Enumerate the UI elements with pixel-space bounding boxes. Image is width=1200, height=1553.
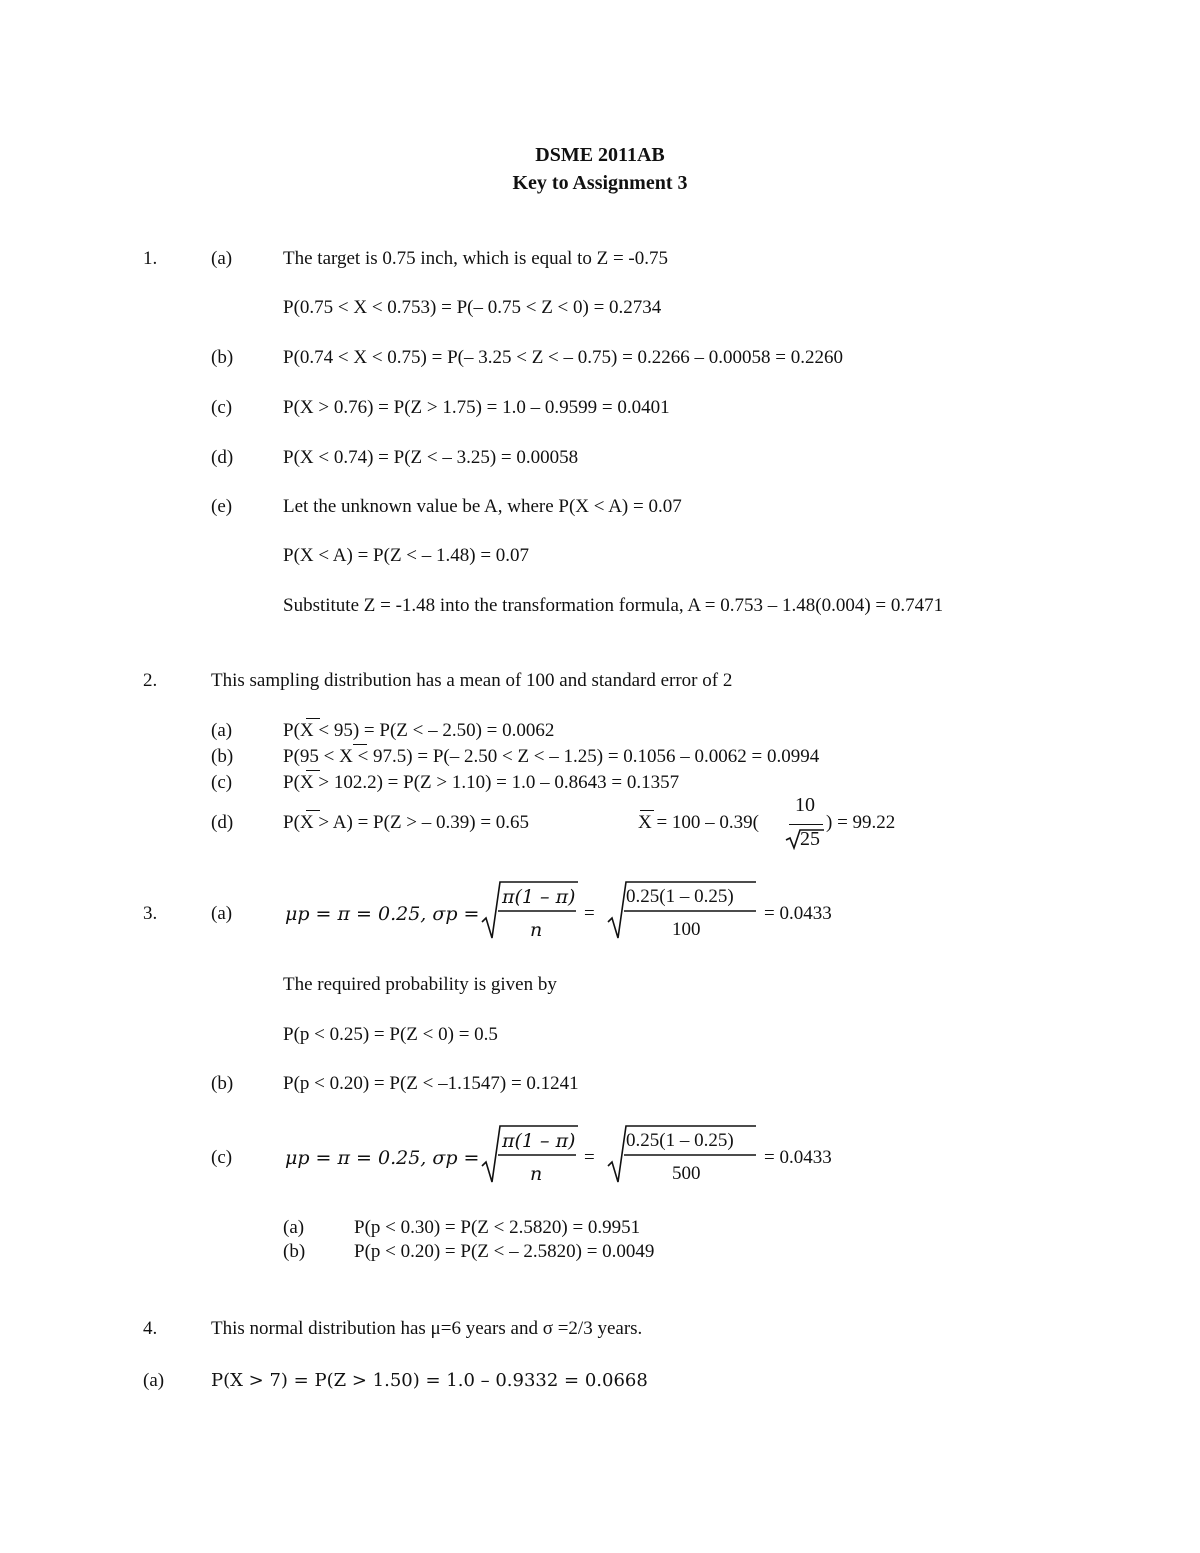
course-code: DSME 2011AB — [535, 144, 665, 166]
x-bar-overline — [306, 770, 320, 771]
q1-c-label: (c) — [211, 397, 233, 418]
q3-c-fraction2-denominator: 500 — [672, 1163, 701, 1184]
question-2-number: 2. — [143, 670, 158, 691]
x-bar-overline — [306, 810, 320, 811]
q4-intro: This normal distribution has μ=6 years and σ =2/3 years. — [211, 1318, 643, 1339]
q2-a-label: (a) — [211, 720, 233, 741]
q3-c-sub-b-label: (b) — [283, 1241, 306, 1262]
q3-a-fraction2-denominator: 100 — [672, 919, 701, 940]
q3-a-lhs: μp = π = 0.25, σp = — [285, 903, 480, 925]
q3-a-fraction-numerator: π(1 – π) — [502, 886, 576, 908]
q2-d-label: (d) — [211, 812, 234, 833]
x-bar-overline — [640, 810, 654, 811]
q2-b-equation: P(95 < X < 97.5) = P(– 2.50 < Z < – 1.25) = 0.1056 – 0.0062 = 0.0994 — [283, 746, 820, 767]
equals-sign: = — [584, 1147, 595, 1168]
q1-b-equation: P(0.74 < X < 0.75) = P(– 3.25 < Z < – 0.75) = 0.2266 – 0.00058 = 0.2260 — [283, 347, 844, 368]
question-4-number: 4. — [143, 1318, 158, 1339]
q3-c-lhs: μp = π = 0.25, σp = — [285, 1147, 480, 1169]
q1-e-equation: P(X < A) = P(Z < – 1.48) = 0.07 — [283, 545, 530, 566]
q1-d-label: (d) — [211, 447, 234, 468]
x-bar-overline — [306, 718, 320, 719]
q1-e-label: (e) — [211, 496, 233, 517]
q2-d-fraction-denominator: 25 — [800, 828, 820, 850]
q1-e-substitution: Substitute Z = -1.48 into the transformation formula, A = 0.753 – 1.48(0.004) = 0.7471 — [283, 595, 944, 616]
q2-d-fraction-numerator: 10 — [795, 794, 815, 816]
q4-a-equation: P(X > 7) = P(Z > 1.50) = 1.0 – 0.9332 = 0.0668 — [211, 1370, 648, 1391]
q3-c-fraction2-numerator: 0.25(1 – 0.25) — [626, 1130, 734, 1151]
q3-c-sub-a-label: (a) — [283, 1217, 305, 1238]
q1-a-label: (a) — [211, 248, 233, 269]
q2-d-equation: P(X > A) = P(Z > – 0.39) = 0.65 — [283, 812, 530, 833]
q3-c-fraction-numerator: π(1 – π) — [502, 1130, 576, 1152]
q2-c-label: (c) — [211, 772, 233, 793]
q2-d-calc-left: X = 100 – 0.39( — [638, 812, 760, 833]
q3-c-sub-b-equation: P(p < 0.20) = P(Z < – 2.5820) = 0.0049 — [354, 1241, 655, 1262]
question-1-number: 1. — [143, 248, 158, 269]
q3-a-text: The required probability is given by — [283, 974, 557, 995]
q3-a-label: (a) — [211, 903, 233, 924]
q3-c-sub-a-equation: P(p < 0.30) = P(Z < 2.5820) = 0.9951 — [354, 1217, 641, 1238]
equals-sign: = — [584, 903, 595, 924]
q1-e-text: Let the unknown value be A, where P(X < A) = 0.07 — [283, 496, 682, 517]
q3-c-fraction-denominator: n — [530, 1163, 543, 1185]
q3-a-equation: P(p < 0.25) = P(Z < 0) = 0.5 — [283, 1024, 498, 1045]
document-title: Key to Assignment 3 — [512, 172, 688, 194]
q1-a-text: The target is 0.75 inch, which is equal to Z = -0.75 — [283, 248, 669, 269]
q3-a-fraction2-numerator: 0.25(1 – 0.25) — [626, 886, 734, 907]
q4-a-label: (a) — [143, 1370, 165, 1391]
q3-c-label: (c) — [211, 1147, 233, 1168]
q2-a-equation: P(X < 95) = P(Z < – 2.50) = 0.0062 — [283, 720, 555, 741]
x-bar-overline — [353, 744, 367, 745]
q2-d-fraction-bar — [789, 824, 823, 825]
q3-b-label: (b) — [211, 1073, 234, 1094]
q1-d-equation: P(X < 0.74) = P(Z < – 3.25) = 0.00058 — [283, 447, 579, 468]
q3-b-equation: P(p < 0.20) = P(Z < –1.1547) = 0.1241 — [283, 1073, 579, 1094]
q2-intro: This sampling distribution has a mean of 100 and standard error of 2 — [211, 670, 733, 691]
q2-c-equation: P(X > 102.2) = P(Z > 1.10) = 1.0 – 0.8643 = 0.1357 — [283, 772, 680, 793]
q1-c-equation: P(X > 0.76) = P(Z > 1.75) = 1.0 – 0.9599 = 0.0401 — [283, 397, 670, 418]
q3-c-result: = 0.0433 — [764, 1147, 832, 1168]
q1-a-equation: P(0.75 < X < 0.753) = P(– 0.75 < Z < 0) = 0.2734 — [283, 297, 662, 318]
q3-a-result: = 0.0433 — [764, 903, 832, 924]
q3-a-fraction-denominator: n — [530, 919, 543, 941]
question-3-number: 3. — [143, 903, 158, 924]
q2-d-calc-right: ) = 99.22 — [826, 812, 896, 833]
q2-b-label: (b) — [211, 746, 234, 767]
q1-b-label: (b) — [211, 347, 234, 368]
